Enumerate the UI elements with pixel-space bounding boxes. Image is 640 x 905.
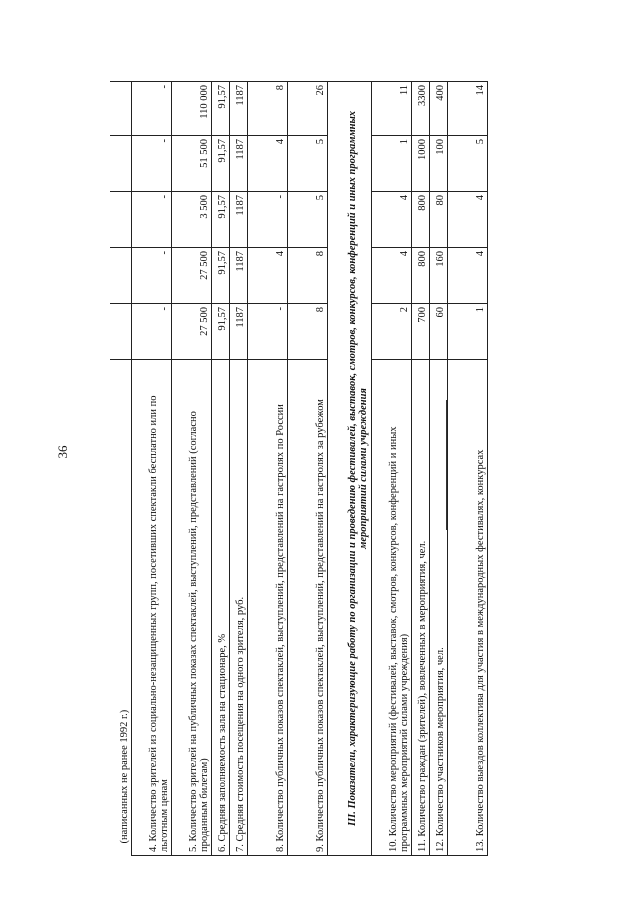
row-value: 91,57 <box>211 136 229 192</box>
table-row <box>211 82 229 856</box>
row-value: 5 <box>447 136 487 192</box>
row-value: 8 <box>287 248 327 304</box>
row-value: 1 <box>447 304 487 360</box>
row-value: 1187 <box>229 192 247 248</box>
row-value: 60 <box>429 304 447 360</box>
row-value: - <box>131 82 171 136</box>
row-value: 5 <box>287 192 327 248</box>
row-value: 4 <box>247 136 287 192</box>
continuation-cell: (написанных не ранее 1992 г.) <box>110 360 131 856</box>
row-value: 1187 <box>229 248 247 304</box>
table-row <box>171 82 211 856</box>
row-label: 5. Количество зрителей на публичных показах спектаклей, выступлений, представлений (согласно проданным билетам) <box>171 360 211 856</box>
row-value: 700 <box>411 304 429 360</box>
row-value: 8 <box>247 82 287 136</box>
row-value: 4 <box>447 192 487 248</box>
row-value: 160 <box>429 248 447 304</box>
table-row <box>287 82 327 856</box>
table-row <box>229 82 247 856</box>
row-value: 800 <box>411 192 429 248</box>
section-heading: III. Показатели, характеризующие работу по организации и проведению фестивалей, выставок, смотров, конкурсов, конференций и иных программных мероприятий силами учреждения <box>327 82 371 856</box>
row-value: 1187 <box>229 136 247 192</box>
row-value: 1 <box>371 136 411 192</box>
table-row <box>371 82 411 856</box>
row-value: 800 <box>411 248 429 304</box>
table-row <box>131 82 171 856</box>
row-value: 1000 <box>411 136 429 192</box>
row-value: 91,57 <box>211 248 229 304</box>
row-value: 3300 <box>411 82 429 136</box>
row-value: 1187 <box>229 304 247 360</box>
row-value: 91,57 <box>211 304 229 360</box>
row-value: 80 <box>429 192 447 248</box>
page-number: 36 <box>55 445 70 459</box>
row-value: 11 <box>371 82 411 136</box>
row-value: 400 <box>429 82 447 136</box>
row-value: - <box>131 192 171 248</box>
row-label: 4. Количество зрителей из социально-незащищенных групп, посетивших спектакли бесплатно или по льготным ценам <box>131 360 171 856</box>
row-value: 110 000 <box>171 82 211 136</box>
row-value: - <box>247 304 287 360</box>
row-value: 14 <box>447 82 487 136</box>
row-label: 12. Количество участников мероприятия, чел. <box>429 360 447 856</box>
row-label: 13. Количество выездов коллектива для участия в международных фестивалях, конкурсах <box>447 360 487 856</box>
row-label: 10. Количество мероприятий (фестивалей, выставок, смотров, конкурсов, конференций и иных программных мероприятий силами учреждения) <box>371 360 411 856</box>
row-value: 4 <box>447 248 487 304</box>
row-label: 11. Количество граждан (зрителей), вовлеченных в мероприятия, чел. <box>411 360 429 856</box>
row-value: - <box>247 192 287 248</box>
table-row <box>429 82 447 856</box>
table-row <box>411 82 429 856</box>
row-value: 27 500 <box>171 304 211 360</box>
row-value: 4 <box>371 192 411 248</box>
row-value: 5 <box>287 136 327 192</box>
row-value: 100 <box>429 136 447 192</box>
row-value: - <box>131 304 171 360</box>
table-row <box>247 82 287 856</box>
row-value: 91,57 <box>211 192 229 248</box>
row-value: 3 500 <box>171 192 211 248</box>
row-value: 27 500 <box>171 248 211 304</box>
row-value: 91,57 <box>211 82 229 136</box>
row-value: - <box>131 248 171 304</box>
row-value: 1187 <box>229 82 247 136</box>
table-container <box>110 82 525 856</box>
row-value: 4 <box>371 248 411 304</box>
row-value: 51 500 <box>171 136 211 192</box>
row-label: 9. Количество публичных показов спектаклей, выступлений, представлений на гастролях за рубежом <box>287 360 327 856</box>
row-value: 4 <box>247 248 287 304</box>
row-label: 6. Средняя заполняемость зала на стационаре, % <box>211 360 229 856</box>
row-value: 26 <box>287 82 327 136</box>
row-label: 7. Средняя стоимость посещения на одного зрителя, руб. <box>229 360 247 856</box>
table-row <box>447 82 487 856</box>
row-label: 8. Количество публичных показов спектаклей, выступлений, представлений на гастролях по России <box>247 360 287 856</box>
indicators-table <box>110 81 488 856</box>
section-row <box>327 82 371 856</box>
row-value: - <box>131 136 171 192</box>
table-body <box>110 82 487 856</box>
row-value: 8 <box>287 304 327 360</box>
row-value: 2 <box>371 304 411 360</box>
table-row <box>110 82 131 856</box>
